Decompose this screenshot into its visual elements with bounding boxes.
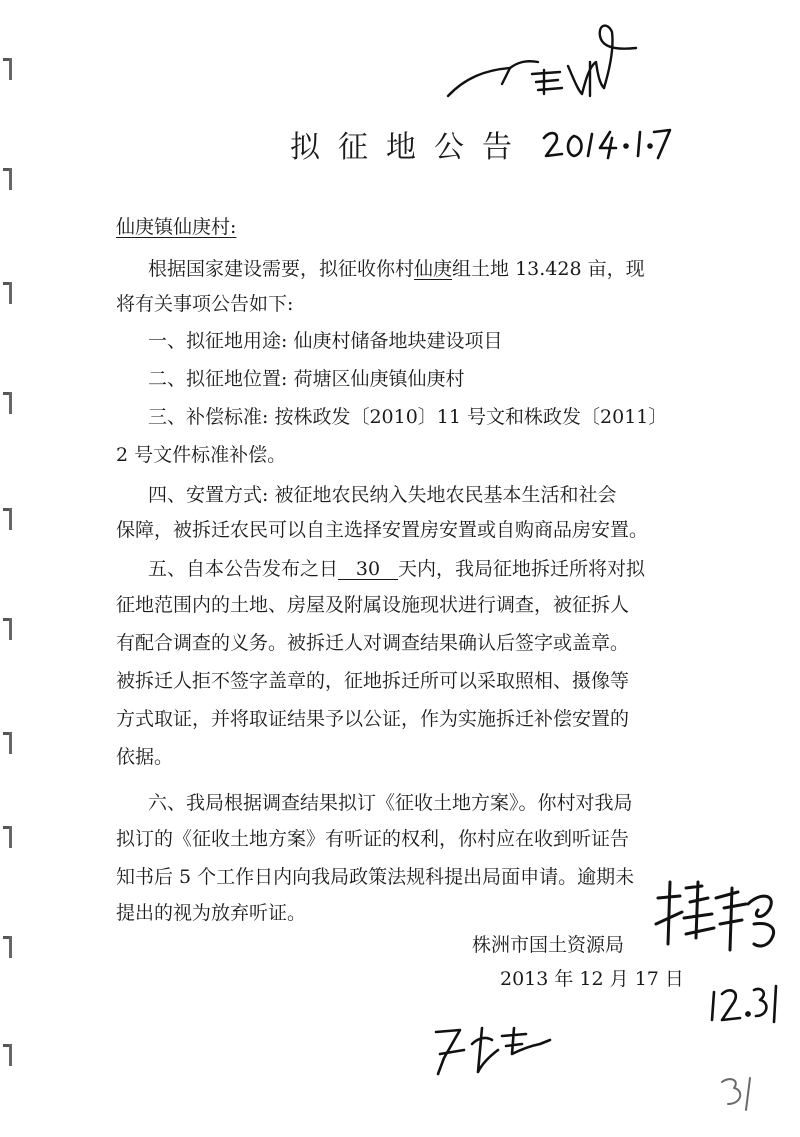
body-text: 天内，我局征地拆迁所将对拟 (398, 558, 646, 580)
issuer-name: 株洲市国土资源局 (472, 934, 625, 956)
body-line: 依据。 (116, 746, 174, 768)
body-line: 一、拟征地用途: 仙庚村储备地块建设项目 (148, 330, 503, 352)
punch-mark (0, 826, 14, 850)
handwritten-date-right (706, 976, 786, 1032)
handwritten-date-top (540, 118, 675, 168)
body-line: 知书后 5 个工作日内向我局政策法规科提出局面申请。逾期未 (116, 866, 635, 888)
body-text-underlined: 仙庚 (414, 258, 453, 280)
handwritten-signature-bottom (430, 1014, 560, 1084)
body-line: 保障，被拆迁农民可以自主选择安置房安置或自购商品房安置。 (116, 519, 649, 541)
body-line: 拟订的《征收土地方案》有听证的权利，你村应在收到听证告 (116, 828, 630, 850)
handwritten-signature-top (440, 18, 640, 118)
punch-mark (0, 732, 14, 756)
body-text: 组土地 13.428 亩，现 (452, 258, 645, 280)
addressee-text: 仙庚镇仙庚村: (116, 216, 237, 238)
body-line: 将有关事项公告如下: (116, 293, 294, 315)
body-line: 六、我局根据调查结果拟订《征收土地方案》。你村对我局 (148, 792, 633, 814)
issue-date: 2013 年 12 月 17 日 (500, 968, 684, 990)
body-line: 有配合调查的义务。被拆迁人对调查结果确认后签字或盖章。 (116, 632, 630, 654)
punch-mark (0, 508, 14, 532)
body-line: 2 号文件标准补偿。 (116, 444, 287, 466)
body-line: 二、拟征地位置: 荷塘区仙庚镇仙庚村 (148, 368, 465, 390)
handwritten-signature-right (650, 868, 790, 968)
body-line: 被拆迁人拒不签字盖章的，征地拆迁所可以采取照相、摄像等 (116, 670, 630, 692)
blank-days-value: 30 (338, 559, 398, 580)
body-line: 提出的视为放弃听证。 (116, 902, 307, 924)
body-text: 根据国家建设需要，拟征收你村 (148, 258, 415, 280)
body-line (148, 554, 645, 581)
body-line: 四、安置方式: 被征地农民纳入失地农民基本生活和社会 (148, 484, 617, 506)
punch-mark (0, 392, 14, 416)
page-number (712, 1070, 772, 1120)
addressee (116, 212, 236, 239)
punch-mark (0, 618, 14, 642)
body-text: 五、自本公告发布之日 (148, 558, 339, 580)
punch-mark (0, 58, 14, 82)
body-line: 方式取证，并将取证结果予以公证，作为实施拆迁补偿安置的 (116, 708, 630, 730)
body-line: 征地范围内的土地、房屋及附属设施现状进行调查，被征拆人 (116, 594, 630, 616)
body-line: 三、补偿标准: 按株政发〔2010〕11 号文和株政发〔2011〕 (148, 406, 668, 428)
page-title: 拟征地公告 (290, 130, 530, 165)
punch-mark (0, 1044, 14, 1068)
punch-mark (0, 282, 14, 306)
punch-mark (0, 936, 14, 960)
body-line (148, 254, 645, 281)
punch-mark (0, 168, 14, 192)
